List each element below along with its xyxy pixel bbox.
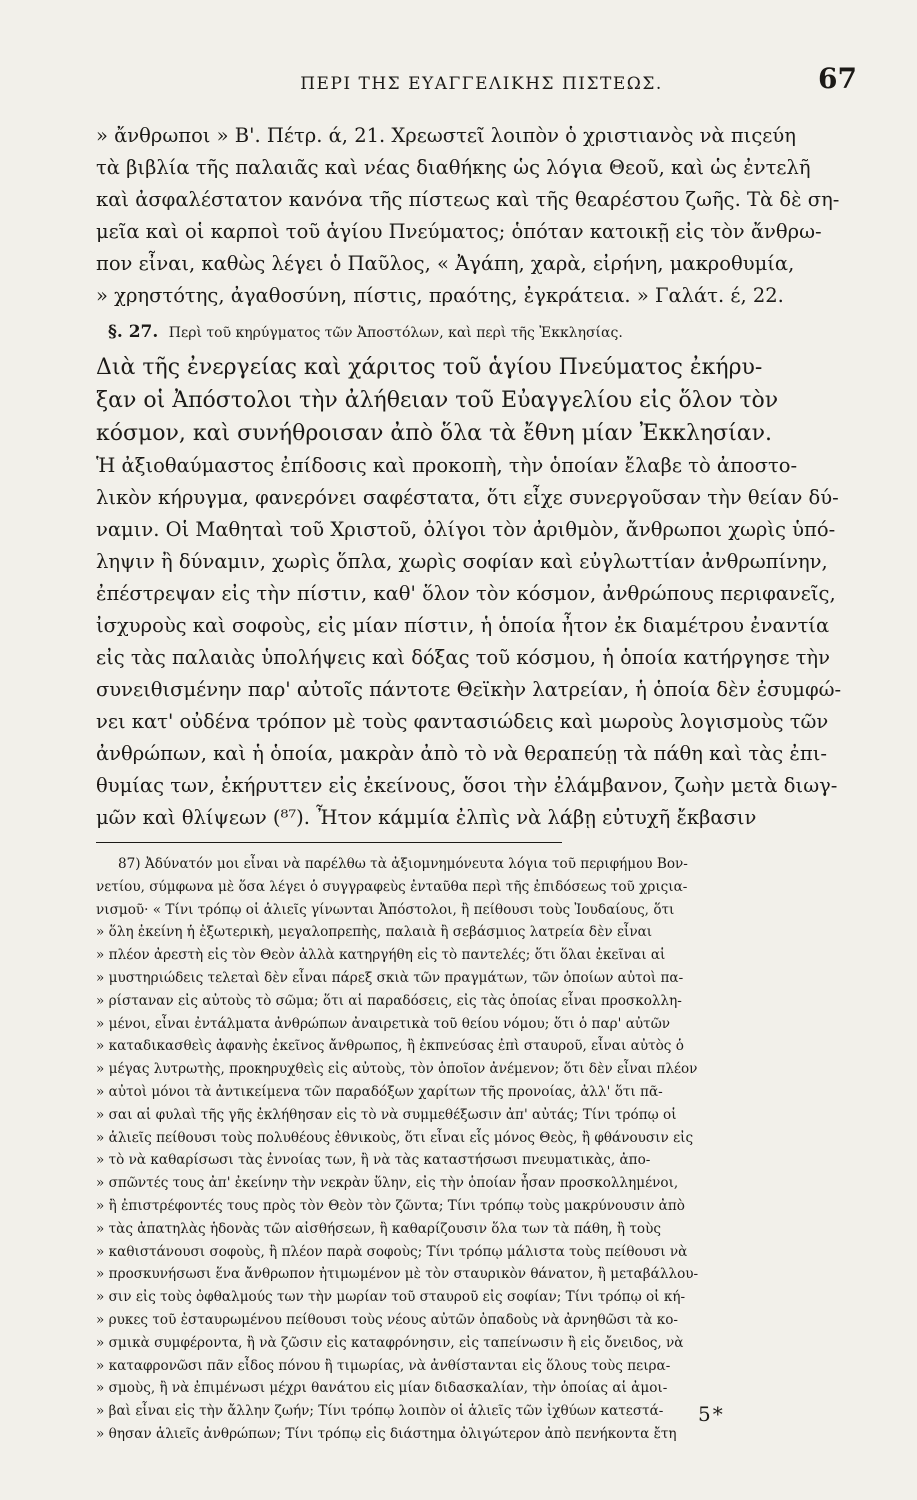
footnote-line: » ρίσταναν εἰς αὐτοὺς τὸ σῶμα; ὅτι αἱ παραδόσεις, εἰς τὰς ὁποίας εἶναι προσκολλη- (96, 992, 682, 1009)
footnote-line: » αὐτοὶ μόνοι τὰ ἀντικείμενα τῶν παραδόξων χαρίτων τῆς προνοίας, ἀλλ' ὅτι πᾶ- (96, 1083, 663, 1100)
footnote-line: » προσκυνήσωσι ἕνα ἄνθρωπον ἠτιμωμένον μὲ τὸν σταυρικὸν θάνατον, ἢ μεταβάλλου- (96, 1266, 699, 1283)
paragraph-main (96, 450, 847, 834)
main-text (96, 120, 847, 834)
footnote-87 (96, 853, 847, 1446)
footnote-line: » ὅλη ἐκείνη ἡ ἐξωτερικὴ, μεγαλοπρεπὴς, παλαιὰ ἢ σεβάσμιος λατρεία δὲν εἶναι (96, 924, 653, 941)
footnote-line: » βαὶ εἶναι εἰς τὴν ἄλλην ζωήν; Τίνι τρόπῳ λοιπὸν οἱ ἁλιεῖς τῶν ἰχθύων κατεστά- (96, 1403, 664, 1420)
running-header (96, 62, 857, 102)
text-line: εἰς τὰς παλαιὰς ὑπολήψεις καὶ δόξας τοῦ κόσμου, ἡ ὁποία κατήργησε τὴν (96, 646, 830, 669)
footnote-line: » σπῶντές τους ἀπ' ἐκείνην τὴν νεκρὰν ὕλην, εἰς τὴν ὁποίαν ἦσαν προσκολλημένοι, (96, 1175, 679, 1192)
text-line: πον εἶναι, καθὼς λέγει ὁ Παῦλος, « Ἀγάπη, χαρὰ, εἰρήνη, μακροθυμία, (96, 252, 795, 275)
footnote-line: » καταδικασθεὶς ἀφανὴς ἐκεῖνος ἄνθρωπος, ἢ ἐκπνεύσας ἐπὶ σταυροῦ, εἶναι αὐτὸς ὁ (96, 1038, 684, 1055)
footnote-line: » σμικὰ συμφέροντα, ἢ νὰ ζῶσιν εἰς καταφρόνησιν, εἰς ταπείνωσιν ἢ εἰς ὄνειδος, νὰ (96, 1334, 684, 1351)
text-line: μεῖα καὶ οἱ καρποὶ τοῦ ἁγίου Πνεύματος; ὁπόταν κατοικῇ εἰς τὸν ἄνθρω- (96, 220, 822, 243)
section-heading (108, 316, 847, 349)
text-line: ληψιν ἢ δύναμιν, χωρὶς ὅπλα, χωρὶς σοφίαν καὶ εὐγλωττίαν ἀνθρωπίνην, (96, 550, 828, 573)
footnote-line: νετίου, σύμφωνα μὲ ὅσα λέγει ὁ συγγραφεὺς ἐνταῦθα περὶ τῆς ἐπιδόσεως τοῦ χριςια- (96, 878, 688, 895)
footnote-line: » μέγας λυτρωτὴς, προκηρυχθεὶς εἰς αὐτοὺς, τὸν ὁποῖον ἀνέμενον; ὅτι δὲν εἶναι πλέον (96, 1061, 698, 1078)
footnote-line: » ρυκες τοῦ ἐσταυρωμένου πείθουσι τοὺς νέους αὐτῶν ὀπαδοὺς νὰ ἀρνηθῶσι τὰ κο- (96, 1311, 678, 1328)
section-summary (96, 351, 847, 450)
text-line: » χρηστότης, ἀγαθοσύνη, πίστις, πραότης, ἐγκράτεια. » Γαλάτ. έ, 22. (96, 284, 784, 307)
text-line: Διὰ τῆς ἐνεργείας καὶ χάριτος τοῦ ἁγίου Πνεύματος ἐκήρυ- (96, 355, 763, 380)
text-line: καὶ ἀσφαλέστατον κανόνα τῆς πίστεως καὶ τῆς θεαρέστου ζωῆς. Τὰ δὲ ση- (96, 188, 840, 211)
section-number: §. 27. (108, 322, 159, 342)
text-line: ἐπέστρεψαν εἰς τὴν πίστιν, καθ' ὅλον τὸν κόσμον, ἀνθρώπους περιφανεῖς, (96, 582, 836, 605)
text-line: Ἡ ἀξιοθαύμαστος ἐπίδοσις καὶ προκοπὴ, τὴν ὁποίαν ἔλαβε τὸ ἀποστο- (96, 454, 798, 477)
text-line: νει κατ' οὐδένα τρόπον μὲ τοὺς φαντασιώδεις καὶ μωροὺς λογισμοὺς τῶν (96, 710, 829, 733)
footnote-line: » τὸ νὰ καθαρίσωσι τὰς ἐννοίας των, ἢ νὰ τὰς καταστήσωσι πνευματικὰς, ἀπο- (96, 1152, 651, 1169)
text-line: » ἄνθρωποι » Β'. Πέτρ. ά, 21. Χρεωστεῖ λοιπὸν ὁ χριστιανὸς νὰ πιςεύη (96, 124, 796, 147)
footnote-line: » πλέον ἀρεστὴ εἰς τὸν Θεὸν ἀλλὰ κατηργήθη εἰς τὸ παντελές; ὅτι ὅλαι ἐκεῖναι αἱ (96, 947, 666, 964)
text-line: ξαν οἱ Ἀπόστολοι τὴν ἀλήθειαν τοῦ Εὐαγγελίου εἰς ὅλον τὸν (96, 388, 779, 413)
paragraph-continued (96, 120, 847, 312)
footnote-line: » καταφρονῶσι πᾶν εἶδος πόνου ἢ τιμωρίας, νὰ ἀνθίστανται εἰς ὅλους τοὺς πειρα- (96, 1357, 671, 1374)
footnote-line: » τὰς ἀπατηλὰς ἡδονὰς τῶν αἰσθήσεων, ἢ καθαρίζουσιν ὅλα των τὰ πάθη, ἢ τοὺς (96, 1220, 661, 1237)
footnote-line: » σμοὺς, ἢ νὰ ἐπιμένωσι μέχρι θανάτου εἰς μίαν διδασκαλίαν, τὴν ὁποίας αἱ ἀμοι- (96, 1380, 668, 1397)
text-line: ναμιν. Οἱ Μαθηταὶ τοῦ Χριστοῦ, ὀλίγοι τὸν ἀριθμὸν, ἄνθρωποι χωρὶς ὑπό- (96, 518, 836, 541)
footnote-line: » μυστηριώδεις τελεταὶ δὲν εἶναι πάρεξ σκιὰ τῶν πραγμάτων, τῶν ὁποίων αὐτοὶ πα- (96, 969, 684, 986)
signature-mark: 5* (698, 1402, 725, 1426)
text-line: τὰ βιβλία τῆς παλαιᾶς καὶ νέας διαθήκης ὡς λόγια Θεοῦ, καὶ ὡς ἐντελῆ (96, 156, 811, 179)
text-line: συνειθισμένην παρ' αὐτοῖς πάντοτε Θεϊκὴν λατρείαν, ἡ ὁποία δὲν ἐσυμφώ- (96, 678, 842, 701)
text-line: κόσμον, καὶ συνήθροισαν ἀπὸ ὅλα τὰ ἔθνη μίαν Ἐκκλησίαν. (96, 421, 772, 446)
text-line: θυμίας των, ἐκήρυττεν εἰς ἐκείνους, ὅσοι τὴν ἐλάμβανον, ζωὴν μετὰ διωγ- (96, 774, 838, 797)
page-title: ΠΕΡΙ ΤΗΣ ΕΥΑΓΓΕΛΙΚΗΣ ΠΙΣΤΕΩΣ. (300, 74, 663, 94)
footnote-line: » θησαν ἁλιεῖς ἀνθρώπων; Τίνι τρόπῳ εἰς διάστημα ὀλιγώτερον ἀπὸ πενήκοντα ἔτη (96, 1425, 677, 1442)
text-line: λικὸν κήρυγμα, φανερόνει σαφέστατα, ὅτι εἶχε συνεργοῦσαν τὴν θείαν δύ- (96, 486, 839, 509)
text-line: ἰσχυροὺς καὶ σοφοὺς, εἰς μίαν πίστιν, ἡ ὁποία ἦτον ἐκ διαμέτρου ἐναντία (96, 614, 830, 637)
footnote-line: νισμοῦ· « Τίνι τρόπῳ οἱ ἁλιεῖς γίνωνται Ἀπόστολοι, ἢ πείθουσι τοὺς Ἰουδαίους, ὅτι (96, 901, 675, 918)
footnote-line: » σιν εἰς τοὺς ὀφθαλμούς των τὴν μωρίαν τοῦ σταυροῦ εἰς σοφίαν; Τίνι τρόπῳ οἱ κή- (96, 1289, 686, 1306)
footnote-divider (96, 842, 562, 843)
footnote-line: » σαι αἱ φυλαὶ τῆς γῆς ἐκλήθησαν εἰς τὸ νὰ συμμεθέξωσιν ἀπ' αὐτάς; Τίνι τρόπῳ οἱ (96, 1106, 677, 1123)
text-line: ἀνθρώπων, καὶ ἡ ὁποία, μακρὰν ἀπὸ τὸ νὰ θεραπεύῃ τὰ πάθη καὶ τὰς ἐπι- (96, 742, 827, 765)
footnote-line: 87) Ἀδύνατόν μοι εἶναι νὰ παρέλθω τὰ ἀξιομνημόνευτα λόγια τοῦ περιφήμου Βον- (118, 856, 688, 872)
text-line: μῶν καὶ θλίψεων (⁸⁷). Ἦτον κάμμία ἐλπὶς νὰ λάβῃ εὐτυχῆ ἔκβασιν (96, 806, 757, 829)
footnote-line: » μένοι, εἶναι ἐντάλματα ἀνθρώπων ἀναιρετικὰ τοῦ θείου νόμου; ὅτι ὁ παρ' αὐτῶν (96, 1015, 671, 1032)
footnote-line: » ἢ ἐπιστρέφοντές τους πρὸς τὸν Θεὸν τὸν ζῶντα; Τίνι τρόπῳ τοὺς μακρύνουσιν ἀπὸ (96, 1197, 685, 1214)
footnote-line: » ἁλιεῖς πείθουσι τοὺς πολυθέους ἐθνικοὺς, ὅτι εἶναι εἷς μόνος Θεὸς, ἢ φθάνουσιν εἰς (96, 1129, 694, 1146)
page-number: 67 (818, 62, 857, 95)
section-title: Περὶ τοῦ κηρύγματος τῶν Ἀποστόλων, καὶ περὶ τῆς Ἐκκλησίας. (168, 325, 623, 341)
footnote-line: » καθιστάνουσι σοφοὺς, ἢ πλέον παρὰ σοφοὺς; Τίνι τρόπῳ μάλιστα τοὺς πείθουσι νὰ (96, 1243, 688, 1260)
